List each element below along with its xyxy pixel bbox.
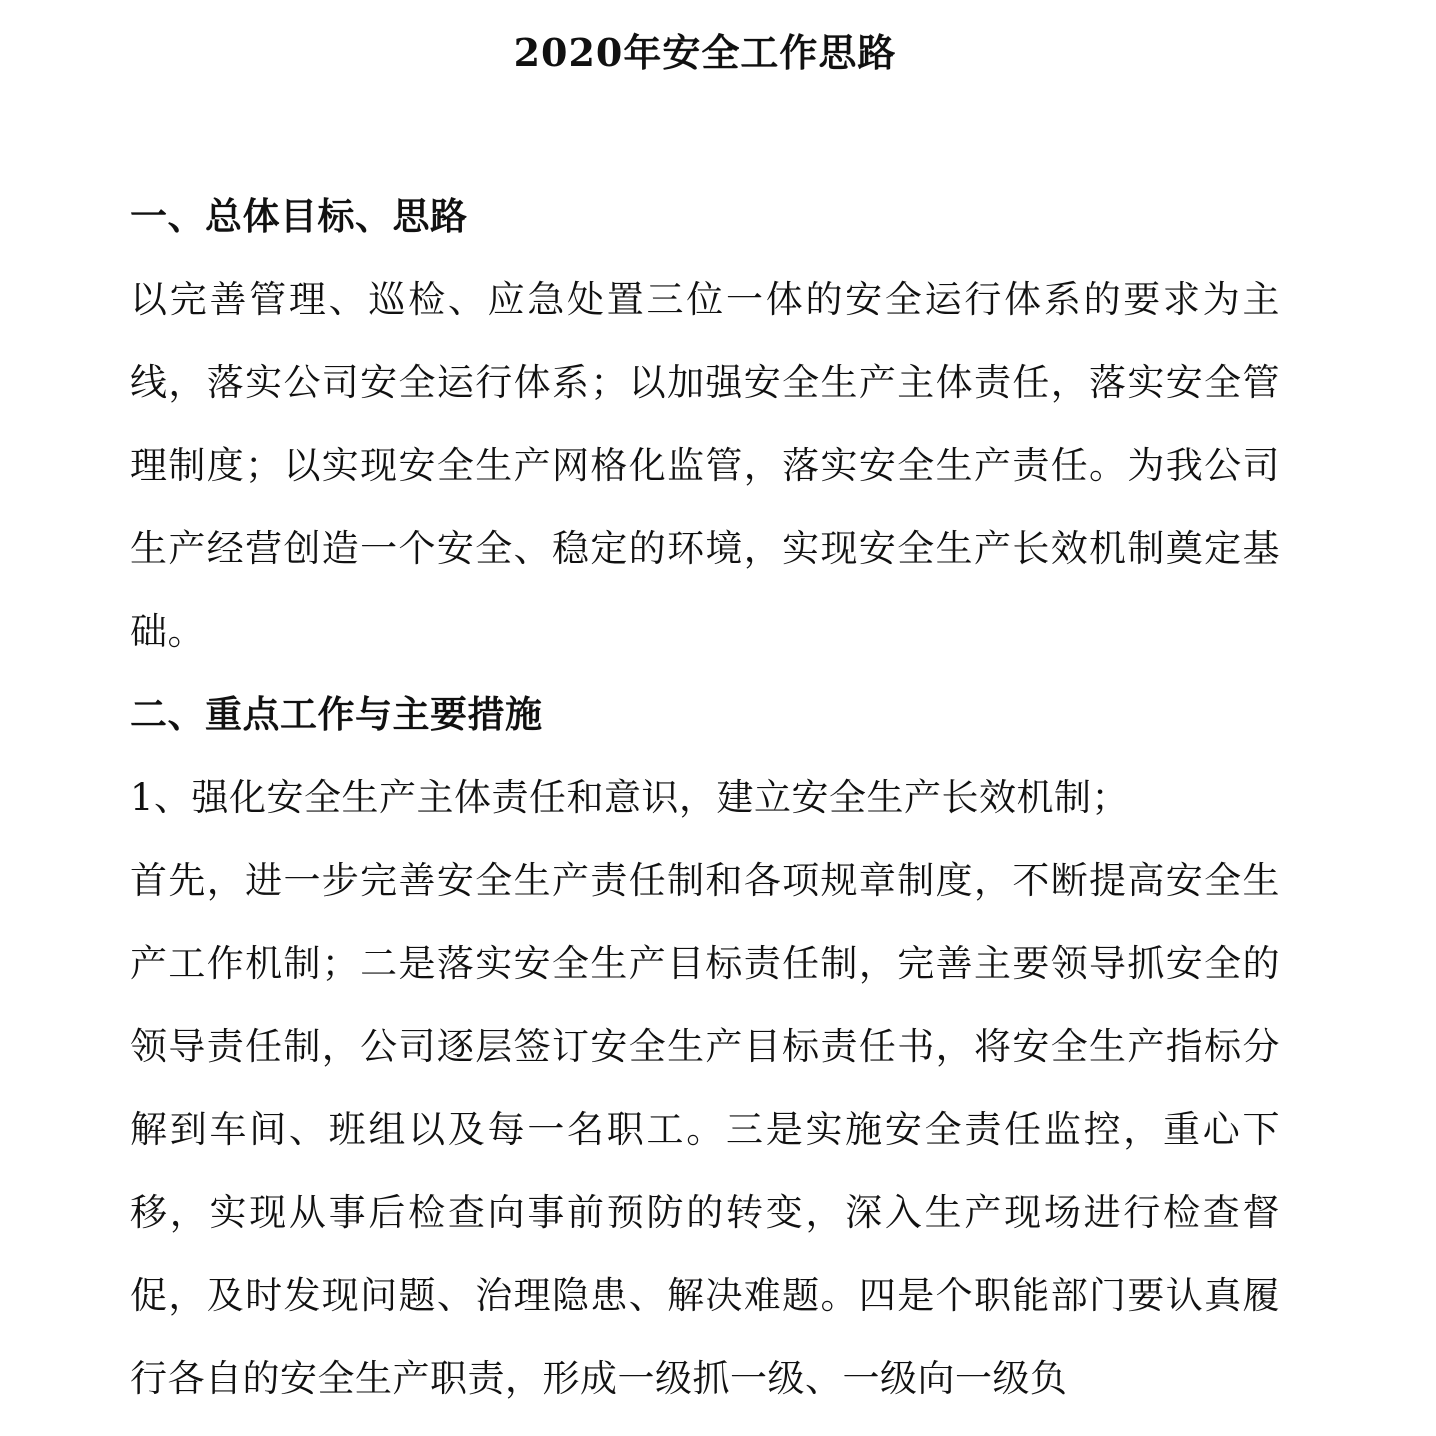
item-heading-1: 1、强化安全生产主体责任和意识，建立安全生产长效机制； bbox=[130, 776, 1130, 819]
document-body bbox=[130, 175, 1280, 1420]
section-2-paragraph: 首先，进一步完善安全生产责任制和各项规章制度，不断提高安全生产工作机制；二是落实安全生产目标责任制，完善主要领导抓安全的领导责任制，公司逐层签订安全生产目标责任书，将安全生产指标分解到车间、班组以及每一名职工。三是实施安全责任监控，重心下移，实现从事后检查向事前预防的转变，深入生产现场进行检查督促，及时发现问题、治理隐患、解决难题。四是个职能部门要认真履行各自的安全生产职责，形成一级抓一级、一级向一级负 bbox=[130, 859, 1280, 1400]
section-heading-2: 二、重点工作与主要措施 bbox=[130, 692, 543, 736]
document-title: 2020年安全工作思路 bbox=[513, 30, 897, 75]
section-1-paragraph: 以完善管理、巡检、应急处置三位一体的安全运行体系的要求为主线，落实公司安全运行体系；以加强安全生产主体责任，落实安全管理制度；以实现安全生产网格化监管，落实安全生产责任。为我公司生产经营创造一个安全、稳定的环境，实现安全生产长效机制奠定基础。 bbox=[130, 278, 1280, 653]
section-heading-1: 一、总体目标、思路 bbox=[130, 194, 468, 238]
